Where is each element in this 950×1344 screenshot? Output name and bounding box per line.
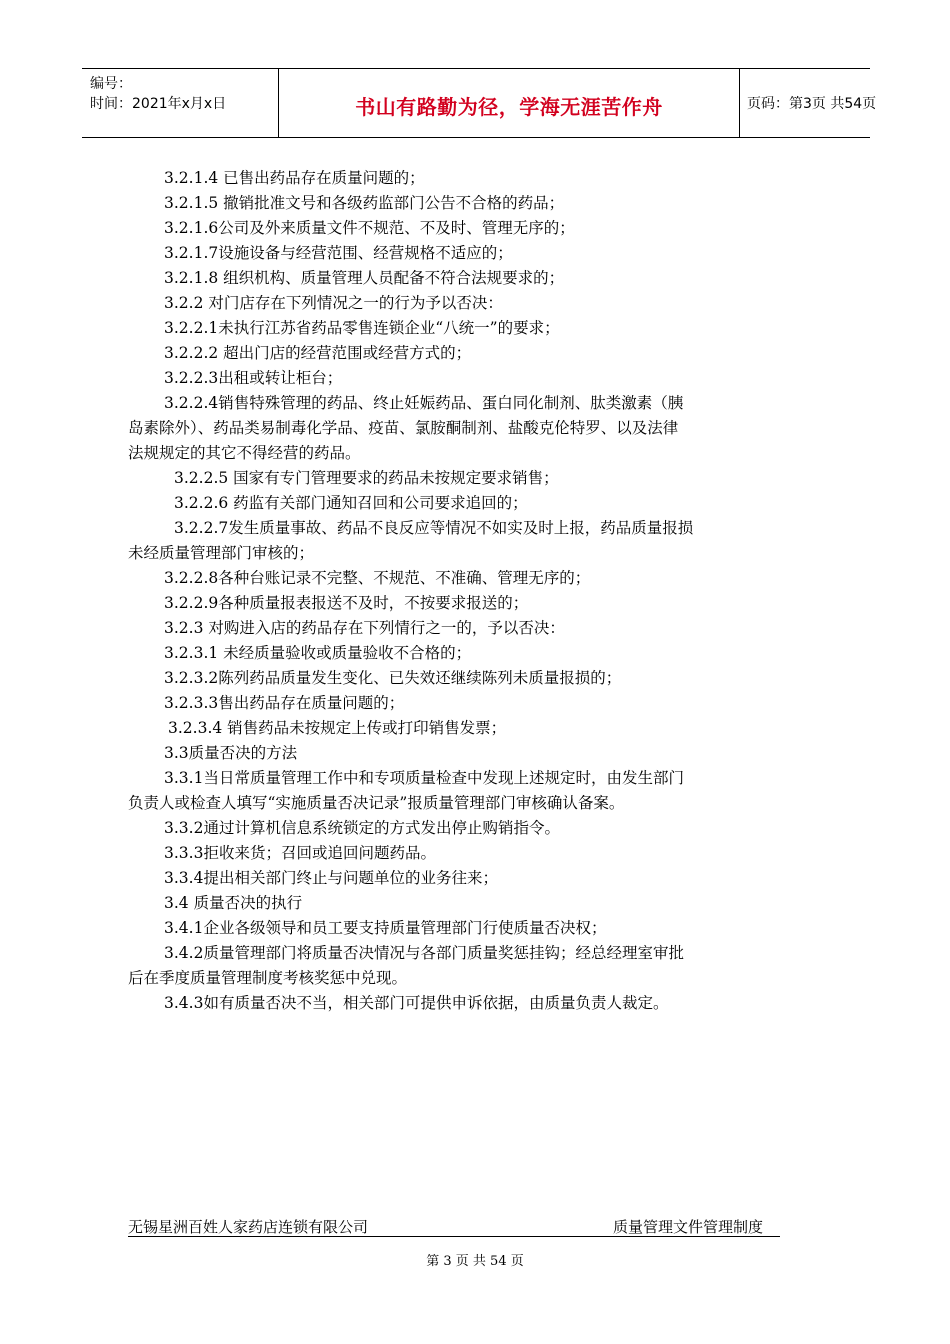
body-line: 3.2.3 对购进入店的药品存在下列情行之一的，予以否决： (164, 619, 565, 637)
motto: 书山有路勤为径，学海无涯苦作舟 (355, 95, 663, 119)
body-line: 3.2.1.8 组织机构、质量管理人员配备不符合法规要求的； (164, 269, 565, 287)
body-line: 3.2.1.4 已售出药品存在质量问题的； (164, 169, 425, 187)
body-line: 3.2.2.9各种质量报表报送不及时，不按要求报送的； (164, 594, 529, 612)
body-line: 3.2.2.3出租或转让柜台； (164, 369, 343, 387)
body-line: 3.3.4提出相关部门终止与问题单位的业务往来； (164, 869, 498, 887)
body-line: 3.2.2.6 药监有关部门通知召回和公司要求追回的； (174, 494, 528, 512)
body-line: 法规规定的其它不得经营的药品。 (128, 444, 361, 462)
body-line: 3.4.3如有质量否决不当，相关部门可提供申诉依据，由质量负责人裁定。 (164, 994, 669, 1012)
body-line: 3.2.2 对门店存在下列情况之一的行为予以否决： (164, 294, 503, 312)
body-line: 3.2.3.1 未经质量验收或质量验收不合格的； (164, 644, 472, 662)
body-line: 3.2.2.4销售特殊管理的药品、终止妊娠药品、蛋白同化制剂、肽类激素（胰 (164, 394, 684, 412)
body-line: 3.3.2通过计算机信息系统锁定的方式发出停止购销指令。 (164, 819, 560, 837)
body-line: 3.3.1当日常质量管理工作中和专项质量检查中发现上述规定时，由发生部门 (164, 769, 684, 787)
header-right-cell (739, 69, 877, 137)
body-line: 3.2.1.5 撤销批准文号和各级药监部门公告不合格的药品； (164, 194, 565, 212)
body-line: 3.4 质量否决的执行 (164, 894, 303, 912)
footer-divider (128, 1236, 780, 1237)
body-line: 后在季度质量管理制度考核奖惩中兑现。 (128, 969, 408, 987)
body-line: 3.3.3拒收来货；召回或追回问题药品。 (164, 844, 436, 862)
body-line: 3.2.3.2陈列药品质量发生变化、已失效还继续陈列未质量报损的； (164, 669, 622, 687)
body-line: 3.2.3.4 销售药品未按规定上传或打印销售发票； (168, 719, 507, 737)
header-motto-cell (278, 69, 740, 137)
body-line: 3.4.2质量管理部门将质量否决情况与各部门质量奖惩挂钩；经总经理室审批 (164, 944, 684, 962)
footer-company: 无锡星洲百姓人家药店连锁有限公司 (128, 1218, 369, 1236)
body-line: 3.2.2.5 国家有专门管理要求的药品未按规定要求销售； (174, 469, 559, 487)
body-line: 3.4.1企业各级领导和员工要支持质量管理部门行使质量否决权； (164, 919, 607, 937)
body-line: 3.2.1.6公司及外来质量文件不规范、不及时、管理无序的； (164, 219, 575, 237)
body-line: 3.3质量否决的方法 (164, 744, 298, 762)
body-line: 负责人或检查人填写“实施质量否决记录”报质量管理部门审核确认备案。 (128, 794, 625, 812)
page-info: 页码：第3页 共54页 (747, 96, 877, 112)
header-left-cell (82, 69, 278, 137)
footer-page-number: 第 3 页 共 54 页 (426, 1254, 524, 1269)
footer-doc-title: 质量管理文件管理制度 (613, 1218, 764, 1236)
number-label: 编号： (90, 76, 132, 92)
page-header (82, 68, 877, 138)
body-line: 3.2.1.7设施设备与经营范围、经营规格不适应的； (164, 244, 513, 262)
body-line: 未经质量管理部门审核的； (128, 544, 315, 562)
body-line: 3.2.2.8各种台账记录不完整、不规范、不准确、管理无序的； (164, 569, 591, 587)
body-line: 岛素除外）、药品类易制毒化学品、疫苗、氯胺酮制剂、盐酸克伦特罗、以及法律 (128, 419, 679, 437)
body-line: 3.2.2.1未执行江苏省药品零售连锁企业“八统一”的要求； (164, 319, 560, 337)
body-line: 3.2.2.7发生质量事故、药品不良反应等情况不如实及时上报，药品质量报损 (174, 519, 694, 537)
body-line: 3.2.2.2 超出门店的经营范围或经营方式的； (164, 344, 472, 362)
body-line: 3.2.3.3售出药品存在质量问题的； (164, 694, 405, 712)
time-label: 时间：2021年x月x日 (90, 96, 227, 112)
